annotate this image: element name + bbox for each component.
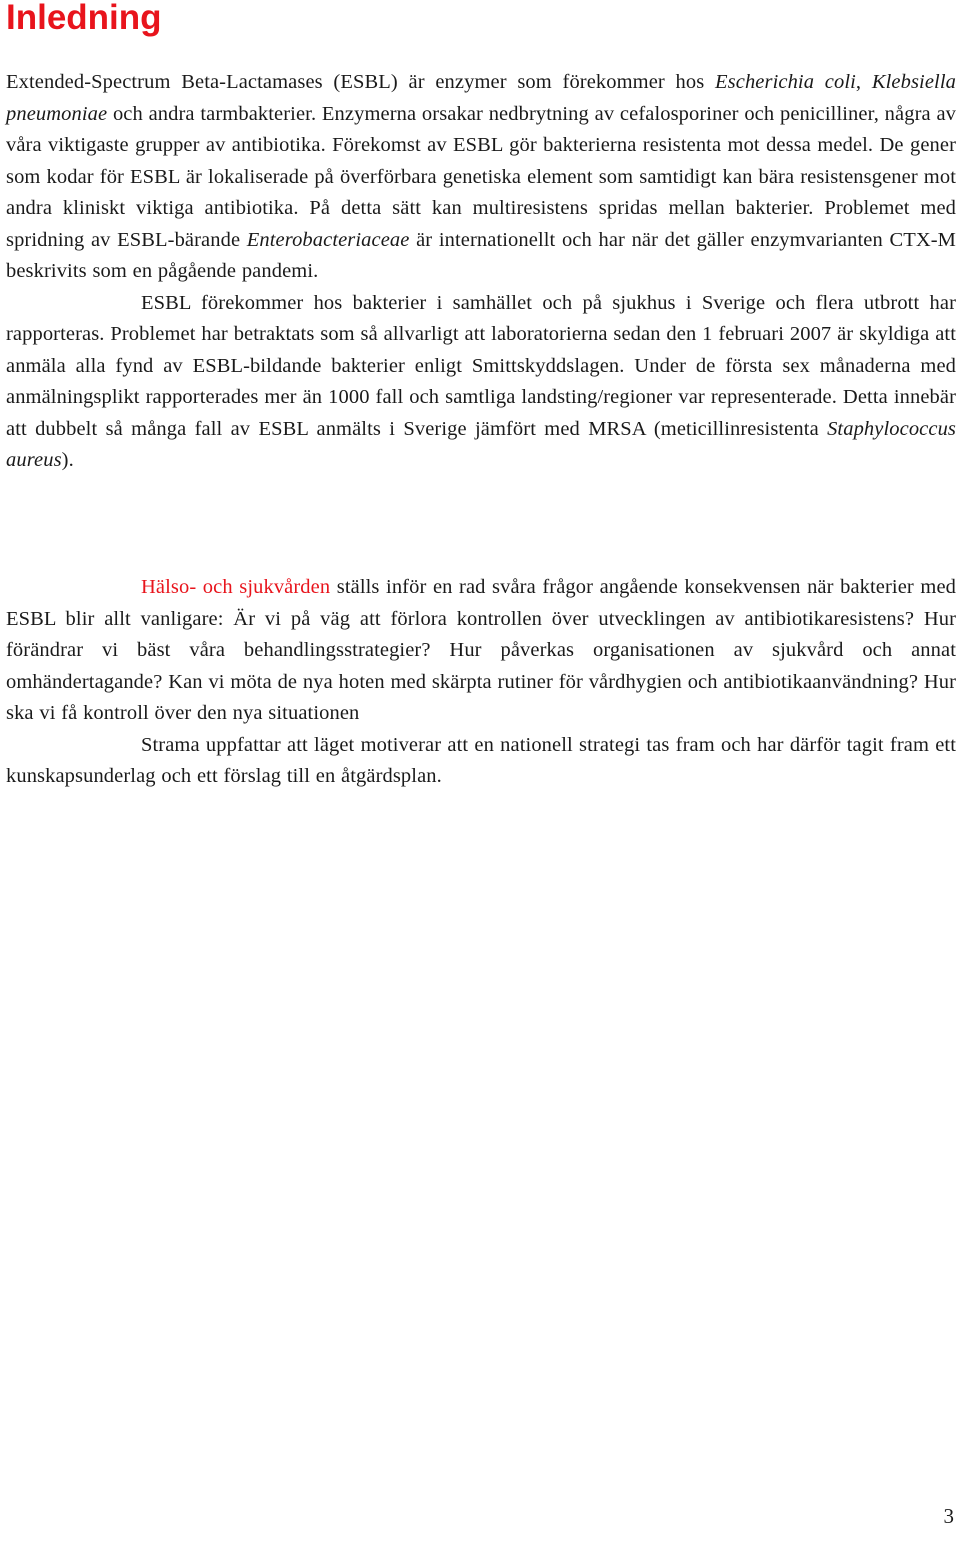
organism-name: Escherichia coli xyxy=(715,71,856,93)
text-segment: ställs inför en rad svåra frågor angående konsekvensen när bakterier med ESBL blir allt vanligare: Är vi på väg att förlora kontrollen över utvecklingen av antibiotikaresistens? Hur förändrar vi bäst våra behandlingsstrategier? Hur påverkas organisationen av sjukvård och annat omhändertagande? Kan vi möta de nya hoten med skärpta rutiner för vårdhygien och antibiotikaanvändning? Hur ska vi få kontroll över den nya situationen xyxy=(6,576,956,724)
organism-name: Klebsiella pneumoniae xyxy=(6,71,956,125)
organism-name: Enterobacteriaceae xyxy=(246,228,410,251)
organism-name: Staphylococcus aureus xyxy=(6,417,956,471)
text-segment: ). xyxy=(61,449,74,471)
text-segment: är internationellt och har när det gäller enzymvarianten CTX-M beskrivits som en pågående pandemi. xyxy=(6,228,956,282)
text-segment: ESBL förekommer hos bakterier i samhället och på sjukhus i Sverige och flera utbrott har rapporteras. Problemet har betraktats som så allvarligt att laboratorierna sedan den 1 februari 2007 är skyldiga att anmäla alla fynd av ESBL-bildande bakterier enligt Smittskyddslagen. Under de första sex månaderna med anmälningsplikt rapporterades mer än 1000 fall och samtliga landsting/regioner var representerade. Detta innebär att dubbelt så många fall av ESBL anmälts i Sverige jämfört med MRSA (meticillinresistenta xyxy=(6,291,956,440)
paragraph-healthcare-questions xyxy=(6,572,956,793)
text-segment: , xyxy=(855,71,872,93)
page-number: 3 xyxy=(943,1504,954,1528)
text-segment: Strama uppfattar att läget motiverar att en nationell strategi tas fram och har därför tagit fram ett kunskapsunderlag och ett förslag till en åtgärdsplan. xyxy=(6,733,956,787)
paragraph-esbl-intro xyxy=(6,67,956,477)
page-title: Inledning xyxy=(6,0,162,37)
highlighted-phrase: Hälso- och sjukvården xyxy=(141,576,331,598)
text-segment: och andra tarmbakterier. Enzymerna orsakar nedbrytning av cefalosporiner och penicilliner, några av våra viktigaste grupper av antibiotika. Förekomst av ESBL gör bakterierna resistenta mot dessa medel. De gener som kodar för ESBL är lokaliserade på överförbara genetiska element som samtidigt kan bära resistensgener mot andra kliniskt viktiga antibiotika. På detta sätt kan multiresistens spridas mellan bakterier. Problemet med spridning av ESBL-bärande xyxy=(6,102,956,251)
text-segment: Extended-Spectrum Beta-Lactamases (ESBL) är enzymer som förekommer hos xyxy=(6,71,716,93)
